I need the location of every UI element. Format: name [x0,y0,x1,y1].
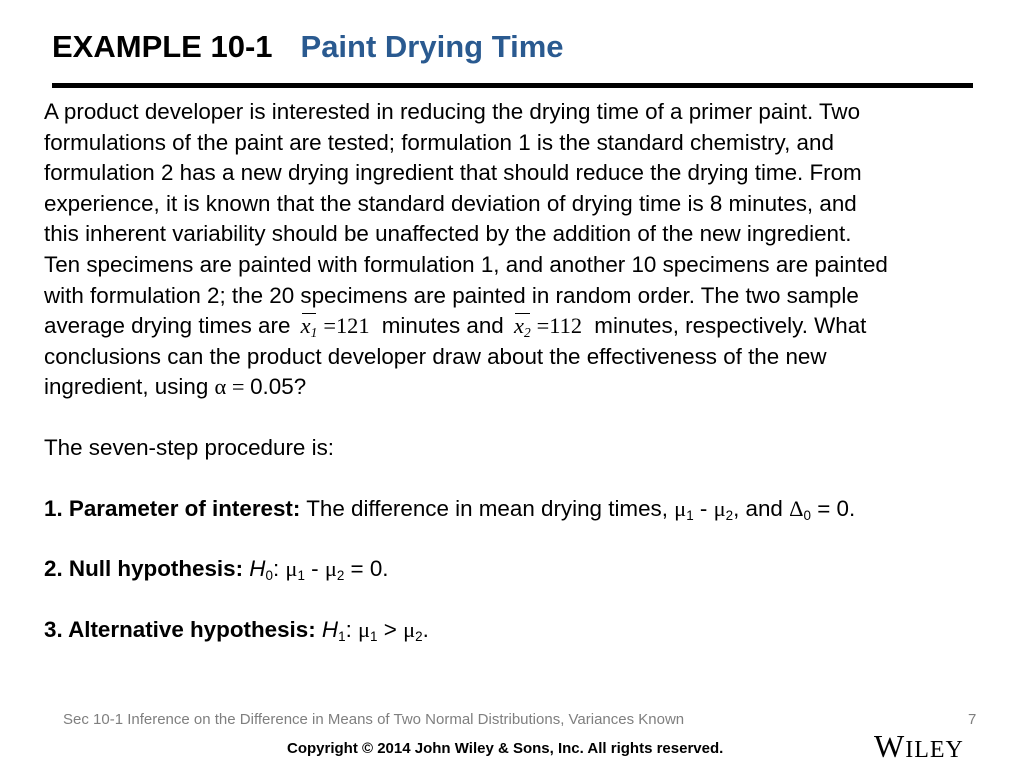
example-name: Paint Drying Time [300,29,564,64]
footer-section: Sec 10-1 Inference on the Difference in Means of Two Normal Distributions, Variances Known [63,711,685,728]
paragraph-line: experience, it is known that the standard deviation of drying time is 8 minutes, and [44,190,857,216]
slide-title [52,29,564,65]
paragraph-line: with formulation 2; the 20 specimens are painted in random order. The two sample [44,282,859,308]
text-fragment: minutes, respectively. What [594,313,867,339]
x2-value: =112 [536,313,583,339]
paragraph-line: this inherent variability should be unaffected by the addition of the new ingredient. [44,221,852,247]
paragraph-line: formulations of the paint are tested; formulation 1 is the standard chemistry, and [44,129,834,155]
paragraph-line: conclusions can the product developer draw about the effectiveness of the new [44,343,827,369]
step-label: 1. Parameter of interest: [44,495,301,521]
alpha-symbol: α = [214,374,251,400]
text-fragment: average drying times are [44,313,291,339]
example-label: EXAMPLE 10-1 [52,29,273,64]
wiley-logo: WILEY [874,728,964,764]
step-alternative-hypothesis: 3. Alternative hypothesis: $H_1$: $\mu_1 > \mu_2$. [44,616,429,644]
paragraph-line [44,372,1019,403]
paragraph-line: Ten specimens are painted with formulation 1, and another 10 specimens are painted [44,251,888,277]
step-null-hypothesis: 2. Null hypothesis: $H_0$: $\mu_1 - \mu_2 = 0$. [44,556,389,584]
x1-value: =121 [323,313,370,339]
page-number: 7 [968,711,977,728]
alpha-value: 0.05? [250,374,307,400]
step-parameter: 1. Parameter of interest: The difference in mean drying times, $\mu_1 - \mu_2$, and $\Delta_0 = 0$. [44,495,856,523]
problem-paragraph [44,97,1019,403]
paragraph-line: A product developer is interested in reducing the drying time of a primer paint. Two [44,99,861,124]
text-fragment: minutes and [381,313,504,339]
step-label: 2. Null hypothesis: [44,556,244,582]
paragraph-line [44,311,1019,342]
slide-body [44,97,1019,645]
paragraph-line: formulation 2 has a new drying ingredient that should reduce the drying time. From [44,160,862,186]
text-fragment: ingredient, using [44,374,209,400]
step-label: 3. Alternative hypothesis: [44,616,316,642]
copyright-notice: Copyright © 2014 John Wiley & Sons, Inc. All rights reserved. [287,740,724,757]
x1-bar-symbol: $x_1$ [300,313,318,341]
procedure-intro: The seven-step procedure is: [44,434,334,460]
title-divider [52,83,973,88]
x2-bar-symbol: $x_2$ [514,313,531,341]
